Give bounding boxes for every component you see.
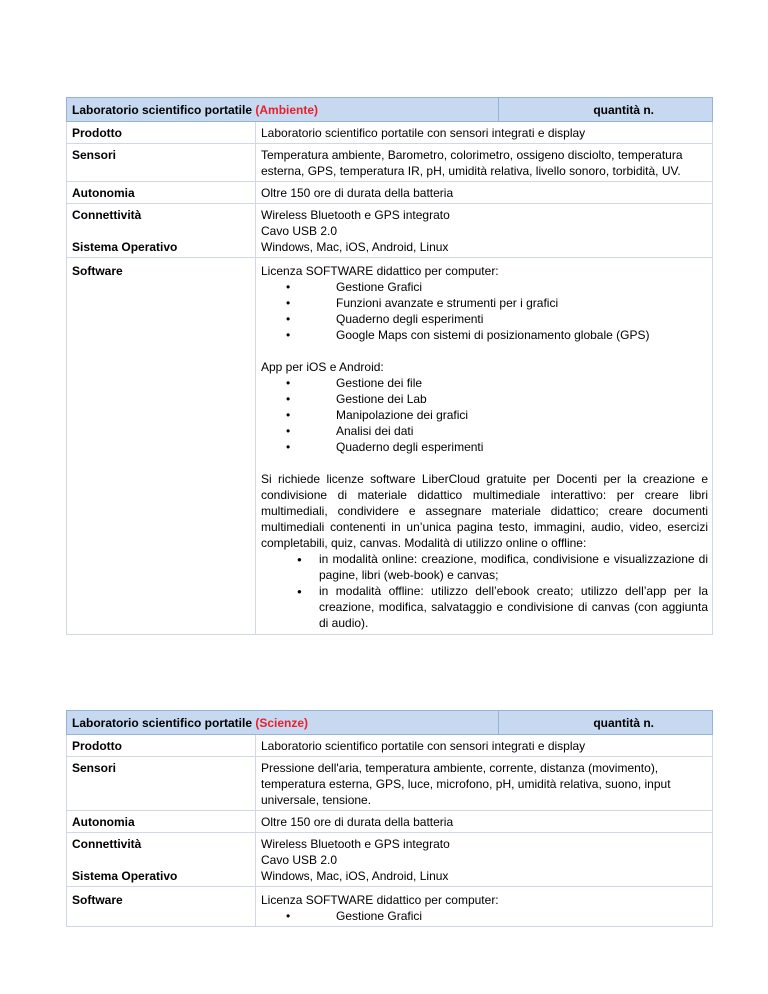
row-value: Temperatura ambiente, Barometro, colorimetro, ossigeno disciolto, temperatura esterna, GPS, temperatura IR, pH, umidità relativa, livello sonoro, torbidità, UV. [256, 144, 713, 182]
row-label: Software [67, 887, 256, 927]
table-row [67, 757, 713, 811]
table-row [67, 144, 713, 182]
list-item: • Gestione dei file [261, 375, 708, 391]
list-item: • Quaderno degli esperimenti [261, 311, 708, 327]
row-value: Laboratorio scientifico portatile con sensori integrati e display [256, 122, 713, 144]
sw-computer-intro: Licenza SOFTWARE didattico per computer: [261, 893, 499, 907]
sw-app-intro: App per iOS e Android: [261, 360, 384, 374]
connettivita-line: Wireless Bluetooth e GPS integrato [261, 208, 450, 222]
sistema-label: Sistema Operativo [72, 869, 178, 883]
row-label: Sensori [67, 144, 256, 182]
row-label: Autonomia [67, 811, 256, 833]
title-text: Laboratorio scientifico portatile [72, 103, 256, 117]
row-value: Pressione dell'aria, temperatura ambiente, corrente, distanza (movimento), temperatura esterna, GPS, luce, microfono, pH, umidità relativa, suono, input universale, tensione. [256, 757, 713, 811]
row-label: Software [67, 258, 256, 635]
title-text: Laboratorio scientifico portatile [72, 716, 256, 730]
row-value: Oltre 150 ore di durata della batteria [256, 182, 713, 204]
table-header [67, 98, 713, 122]
sw-modes-list [261, 551, 708, 631]
row-label: Autonomia [67, 182, 256, 204]
row-label [67, 204, 256, 258]
quantity-label: quantità n. [499, 711, 713, 735]
sistema-value: Windows, Mac, iOS, Android, Linux [261, 240, 449, 254]
table-row [67, 258, 713, 635]
row-label: Sensori [67, 757, 256, 811]
connettivita-line: Wireless Bluetooth e GPS integrato [261, 837, 450, 851]
spec-table-ambiente [66, 97, 713, 635]
sw-computer-list [261, 908, 708, 924]
sistema-value: Windows, Mac, iOS, Android, Linux [261, 869, 449, 883]
title-accent: (Scienze) [255, 716, 309, 730]
table-row [67, 182, 713, 204]
list-item: ● in modalità online: creazione, modifica, condivisione e visualizzazione di pagine, libri (web-book) e canvas; [297, 551, 708, 583]
software-value [256, 887, 713, 927]
table-title [67, 711, 499, 735]
table-header [67, 711, 713, 735]
row-value [256, 833, 713, 887]
software-value [256, 258, 713, 635]
sw-computer-list [261, 279, 708, 343]
list-item: • Google Maps con sistemi di posizionamento globale (GPS) [261, 327, 708, 343]
row-value: Laboratorio scientifico portatile con sensori integrati e display [256, 735, 713, 757]
connettivita-line: Cavo USB 2.0 [261, 224, 338, 238]
row-label: Prodotto [67, 122, 256, 144]
sistema-label: Sistema Operativo [72, 240, 178, 254]
sw-computer-intro: Licenza SOFTWARE didattico per computer: [261, 264, 499, 278]
table-row [67, 811, 713, 833]
connettivita-line: Cavo USB 2.0 [261, 853, 338, 867]
list-item: • Quaderno degli esperimenti [261, 439, 708, 455]
row-label [67, 833, 256, 887]
table-row [67, 204, 713, 258]
row-value [256, 204, 713, 258]
libercloud-paragraph: Si richiede licenze software LiberCloud gratuite per Docenti per la creazione e condivisione di materiale didattico multimediale interattivo: per creare libri multimediali, condividere e assegnare materiale didattico; creare documenti multimediali contenenti in un’unica pagina testo, immagini, audio, video, esercizi completabili, quiz, canvas. Modalità di utilizzo online o offline: [261, 472, 708, 550]
list-item: • Analisi dei dati [261, 423, 708, 439]
table-row [67, 887, 713, 927]
row-label: Prodotto [67, 735, 256, 757]
quantity-label: quantità n. [499, 98, 713, 122]
table-row [67, 735, 713, 757]
list-item: • Funzioni avanzate e strumenti per i grafici [261, 295, 708, 311]
list-item: ● in modalità offline: utilizzo dell’ebook creato; utilizzo dell’app per la creazione, modifica, salvataggio e condivisione di canvas (con aggiunta di audio). [297, 583, 708, 631]
title-accent: (Ambiente) [255, 103, 319, 117]
connettivita-label: Connettività [72, 208, 142, 222]
row-value: Oltre 150 ore di durata della batteria [256, 811, 713, 833]
table-row [67, 833, 713, 887]
table-row [67, 122, 713, 144]
list-item: • Gestione Grafici [261, 279, 708, 295]
connettivita-label: Connettività [72, 837, 142, 851]
table-title [67, 98, 499, 122]
list-item: • Manipolazione dei grafici [261, 407, 708, 423]
list-item: • Gestione Grafici [261, 908, 708, 924]
spec-table-scienze [66, 710, 713, 927]
sw-app-list [261, 375, 708, 455]
list-item: • Gestione dei Lab [261, 391, 708, 407]
